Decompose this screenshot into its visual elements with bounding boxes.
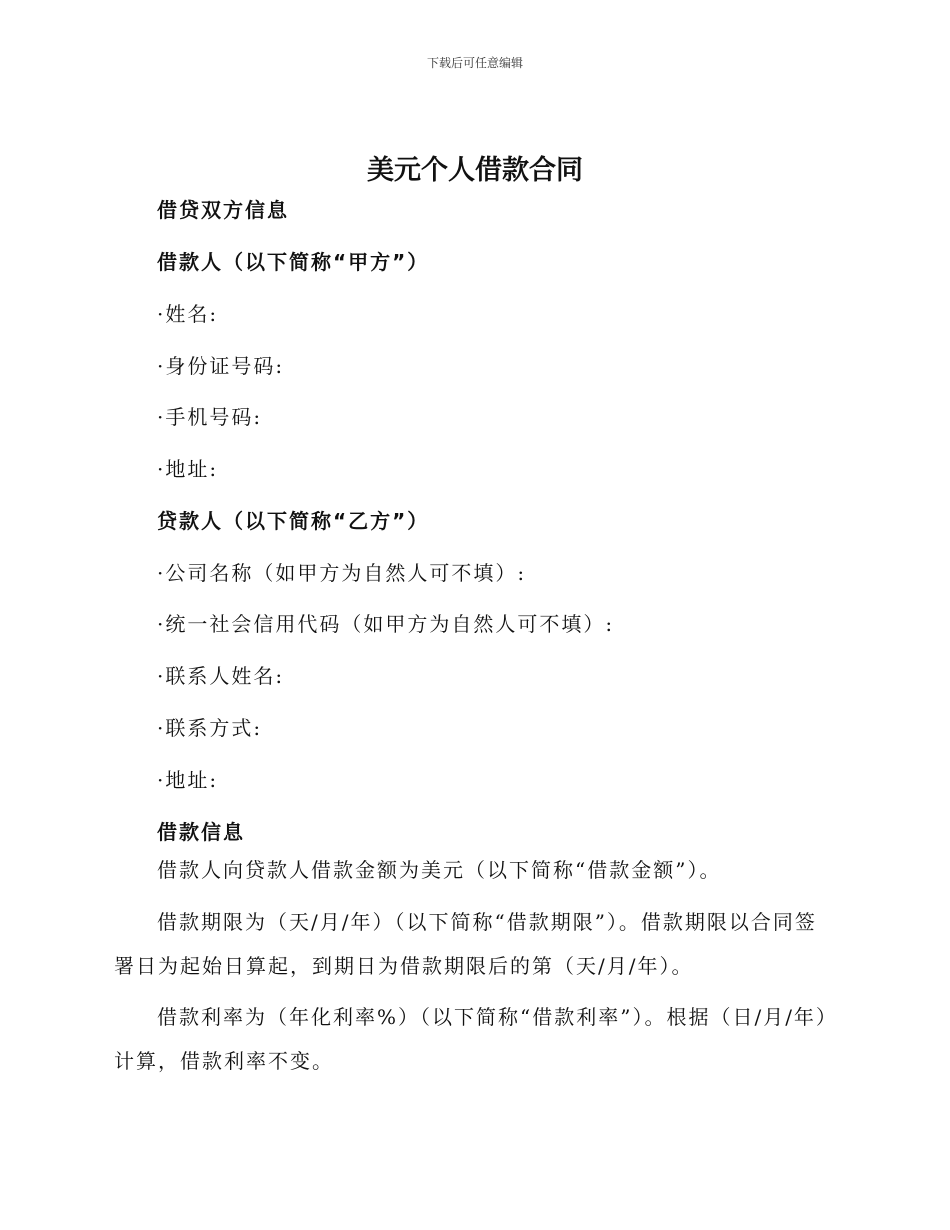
section-heading-loan: 借款信息 xyxy=(157,820,245,844)
borrower-field-name: ·姓名: xyxy=(157,302,219,326)
paragraph-loan-amount: 借款人向贷款人借款金额为美元（以下简称“借款金额”）。 xyxy=(157,858,722,882)
lender-field-credit-code: ·统一社会信用代码（如甲方为自然人可不填）: xyxy=(157,612,615,636)
lender-field-company-name: ·公司名称（如甲方为自然人可不填）: xyxy=(157,561,527,585)
paragraph-loan-term: 借款期限为（天/月/年）（以下简称“借款期限”）。借款期限以合同签署日为起始日算起，到期日为借款期限后的第（天/月/年）。 xyxy=(114,910,817,978)
section-heading-parties: 借贷双方信息 xyxy=(157,198,289,222)
document-title: 美元个人借款合同 xyxy=(367,155,583,186)
borrower-field-address: ·地址: xyxy=(157,457,219,481)
lender-field-address: ·地址: xyxy=(157,768,219,792)
lender-heading: 贷款人（以下简称“乙方”） xyxy=(157,509,430,533)
borrower-field-phone: ·手机号码: xyxy=(157,405,263,429)
lender-field-contact-name: ·联系人姓名: xyxy=(157,664,285,688)
borrower-field-id-number: ·身份证号码: xyxy=(157,354,285,378)
paragraph-interest-rate: 借款利率为（年化利率%）（以下简称“借款利率”）。根据（日/月/年）计算，借款利率不变。 xyxy=(114,1005,828,1073)
lender-field-contact-method: ·联系方式: xyxy=(157,716,263,740)
page-header-note: 下载后可任意编辑 xyxy=(426,56,523,70)
borrower-heading: 借款人（以下简称“甲方”） xyxy=(157,250,430,274)
